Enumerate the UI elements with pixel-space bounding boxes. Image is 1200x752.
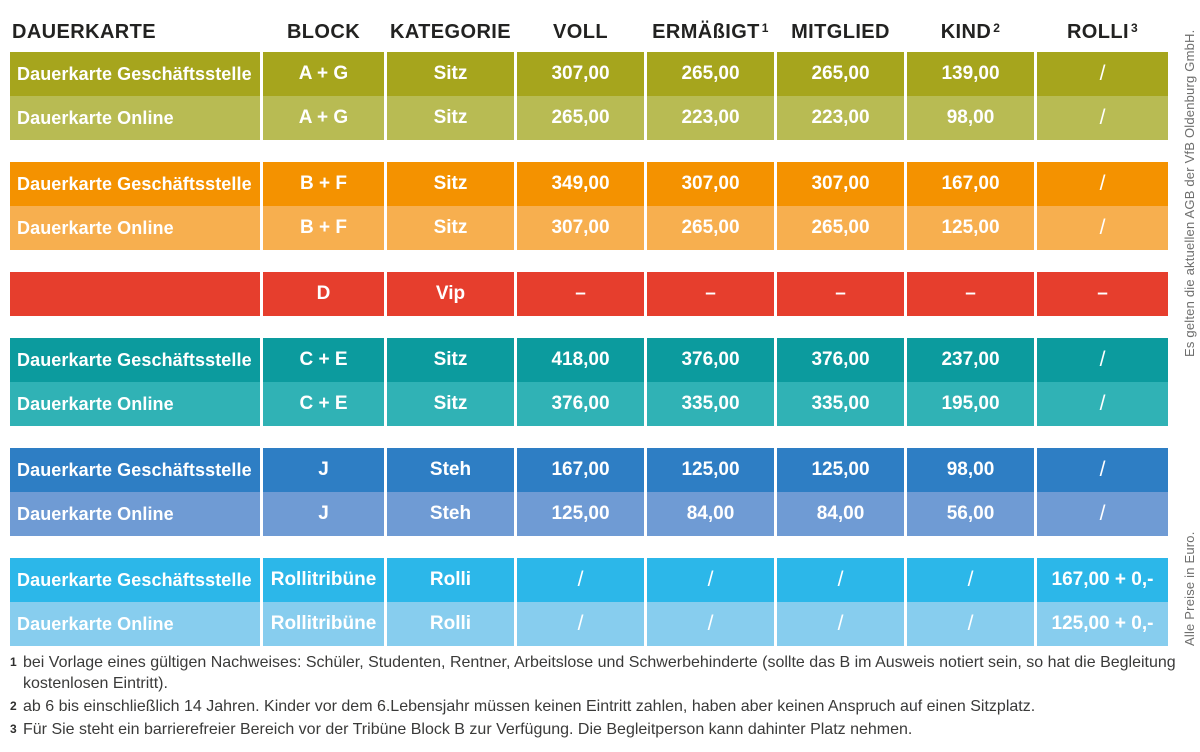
- prices-in-euro-side-note: Alle Preise in Euro.: [1182, 531, 1197, 646]
- value-cell: 167,00: [517, 448, 644, 492]
- value-cell: /: [777, 602, 904, 646]
- row-label-cell: Dauerkarte Geschäftsstelle: [10, 162, 260, 206]
- value-cell: 125,00: [647, 448, 774, 492]
- table-row: [10, 96, 1168, 140]
- value-cell: 125,00 + 0,-: [1037, 602, 1168, 646]
- footnote-text: bei Vorlage eines gültigen Nachweises: Schüler, Studenten, Rentner, Arbeitslose und Schwerbehinderte (sollte das B im Ausweis notiert sein, so hat die Begleitung kostenlosen Eintritt).: [23, 654, 1176, 692]
- column-header-label: BLOCK: [286, 21, 361, 43]
- group-block-d-vip: [10, 272, 1168, 316]
- value-cell: A + G: [263, 96, 384, 140]
- value-cell: Rolli: [387, 558, 514, 602]
- column-header-dauerkarte: [10, 21, 260, 44]
- value-cell: Sitz: [387, 52, 514, 96]
- row-label-cell: Dauerkarte Online: [10, 492, 260, 536]
- group-block-b-f: [10, 162, 1168, 250]
- footnote-text: ab 6 bis einschließlich 14 Jahren. Kinder vor dem 6.Lebensjahr müssen keinen Eintritt zahlen, haben aber keinen Anspruch auf einen Sitzplatz.: [23, 698, 1036, 715]
- value-cell: 265,00: [777, 206, 904, 250]
- value-cell: 125,00: [907, 206, 1034, 250]
- column-header-rolli: [1037, 21, 1168, 44]
- value-cell: 56,00: [907, 492, 1034, 536]
- value-cell: 98,00: [907, 448, 1034, 492]
- footnote-text: Für Sie steht ein barrierefreier Bereich vor der Tribüne Block B zur Verfügung. Die Begleitperson kann dahinter Platz nehmen.: [23, 721, 913, 738]
- value-cell: Rolli: [387, 602, 514, 646]
- value-cell: 98,00: [907, 96, 1034, 140]
- value-cell: 376,00: [517, 382, 644, 426]
- value-cell: Sitz: [387, 162, 514, 206]
- value-cell: /: [1037, 96, 1168, 140]
- value-cell: /: [1037, 162, 1168, 206]
- value-cell: /: [907, 558, 1034, 602]
- value-cell: Rollitribüne: [263, 602, 384, 646]
- column-header-footnote-marker: 2: [993, 21, 1001, 35]
- value-cell: C + E: [263, 338, 384, 382]
- table-row: [10, 558, 1168, 602]
- value-cell: 167,00 + 0,-: [1037, 558, 1168, 602]
- column-header-label: ROLLI: [1066, 21, 1129, 43]
- value-cell: 265,00: [777, 52, 904, 96]
- value-cell: 84,00: [777, 492, 904, 536]
- value-cell: 265,00: [647, 52, 774, 96]
- value-cell: 84,00: [647, 492, 774, 536]
- group-block-c-e: [10, 338, 1168, 426]
- value-cell: Steh: [387, 448, 514, 492]
- value-cell: Sitz: [387, 96, 514, 140]
- value-cell: 307,00: [517, 52, 644, 96]
- column-header-ermigt: [647, 21, 774, 44]
- value-cell: C + E: [263, 382, 384, 426]
- value-cell: D: [263, 272, 384, 316]
- value-cell: 376,00: [647, 338, 774, 382]
- column-header-mitglied: [777, 21, 904, 44]
- value-cell: J: [263, 448, 384, 492]
- value-cell: 195,00: [907, 382, 1034, 426]
- row-label-cell: Dauerkarte Online: [10, 382, 260, 426]
- table-row: [10, 448, 1168, 492]
- row-label-cell: Dauerkarte Geschäftsstelle: [10, 448, 260, 492]
- value-cell: /: [907, 602, 1034, 646]
- value-cell: 418,00: [517, 338, 644, 382]
- footnote-marker: 2: [10, 699, 17, 713]
- table-row: [10, 382, 1168, 426]
- value-cell: –: [647, 272, 774, 316]
- footnote-marker: 3: [10, 722, 17, 736]
- table-row: [10, 272, 1168, 316]
- value-cell: 265,00: [517, 96, 644, 140]
- value-cell: 307,00: [777, 162, 904, 206]
- column-header-label: ERMÄßIGT: [652, 21, 760, 43]
- value-cell: /: [647, 602, 774, 646]
- value-cell: J: [263, 492, 384, 536]
- value-cell: Rollitribüne: [263, 558, 384, 602]
- table-row: [10, 52, 1168, 96]
- value-cell: B + F: [263, 162, 384, 206]
- column-header-voll: [517, 21, 644, 44]
- table-header-row: [10, 10, 1168, 44]
- column-header-kategorie: [387, 21, 514, 44]
- value-cell: 167,00: [907, 162, 1034, 206]
- agb-side-note: Es gelten die aktuellen AGB der VfB Oldenburg GmbH.: [1182, 29, 1197, 357]
- footnote-marker: 1: [10, 655, 17, 669]
- column-header-kind: [907, 21, 1034, 44]
- value-cell: Sitz: [387, 206, 514, 250]
- footnote-2: [10, 696, 1182, 717]
- value-cell: Vip: [387, 272, 514, 316]
- value-cell: Sitz: [387, 382, 514, 426]
- value-cell: –: [907, 272, 1034, 316]
- value-cell: 139,00: [907, 52, 1034, 96]
- price-table-body: [10, 52, 1168, 646]
- value-cell: –: [777, 272, 904, 316]
- value-cell: 349,00: [517, 162, 644, 206]
- value-cell: 265,00: [647, 206, 774, 250]
- value-cell: A + G: [263, 52, 384, 96]
- value-cell: /: [517, 558, 644, 602]
- row-label-cell: [10, 272, 260, 316]
- value-cell: 376,00: [777, 338, 904, 382]
- value-cell: /: [1037, 338, 1168, 382]
- value-cell: –: [1037, 272, 1168, 316]
- value-cell: 335,00: [777, 382, 904, 426]
- row-label-cell: Dauerkarte Geschäftsstelle: [10, 338, 260, 382]
- value-cell: 307,00: [647, 162, 774, 206]
- value-cell: /: [517, 602, 644, 646]
- value-cell: 223,00: [647, 96, 774, 140]
- column-header-footnote-marker: 1: [761, 21, 769, 35]
- value-cell: 237,00: [907, 338, 1034, 382]
- value-cell: Sitz: [387, 338, 514, 382]
- column-header-label: MITGLIED: [791, 21, 890, 43]
- value-cell: /: [1037, 492, 1168, 536]
- row-label-cell: Dauerkarte Geschäftsstelle: [10, 558, 260, 602]
- value-cell: /: [1037, 448, 1168, 492]
- footnote-3: [10, 719, 1182, 740]
- value-cell: /: [1037, 206, 1168, 250]
- column-header-label: VOLL: [553, 21, 608, 43]
- group-block-rollitribuene: [10, 558, 1168, 646]
- table-row: [10, 206, 1168, 250]
- row-label-cell: Dauerkarte Online: [10, 206, 260, 250]
- column-header-label: KATEGORIE: [389, 21, 511, 43]
- row-label-cell: Dauerkarte Online: [10, 96, 260, 140]
- value-cell: B + F: [263, 206, 384, 250]
- value-cell: /: [1037, 382, 1168, 426]
- table-row: [10, 338, 1168, 382]
- row-label-cell: Dauerkarte Online: [10, 602, 260, 646]
- value-cell: Steh: [387, 492, 514, 536]
- price-table: [10, 10, 1168, 668]
- value-cell: 307,00: [517, 206, 644, 250]
- value-cell: 125,00: [517, 492, 644, 536]
- value-cell: /: [777, 558, 904, 602]
- table-row: [10, 492, 1168, 536]
- table-row: [10, 162, 1168, 206]
- value-cell: /: [1037, 52, 1168, 96]
- value-cell: 125,00: [777, 448, 904, 492]
- value-cell: /: [647, 558, 774, 602]
- footnotes: [10, 652, 1182, 742]
- value-cell: –: [517, 272, 644, 316]
- group-block-a-g: [10, 52, 1168, 140]
- column-header-label: KIND: [940, 21, 992, 43]
- column-header-block: [263, 21, 384, 44]
- table-row: [10, 602, 1168, 646]
- footnote-1: [10, 652, 1182, 694]
- value-cell: 223,00: [777, 96, 904, 140]
- column-header-footnote-marker: 3: [1130, 21, 1139, 35]
- group-block-j: [10, 448, 1168, 536]
- column-header-label: DAUERKARTE: [12, 21, 156, 43]
- row-label-cell: Dauerkarte Geschäftsstelle: [10, 52, 260, 96]
- value-cell: 335,00: [647, 382, 774, 426]
